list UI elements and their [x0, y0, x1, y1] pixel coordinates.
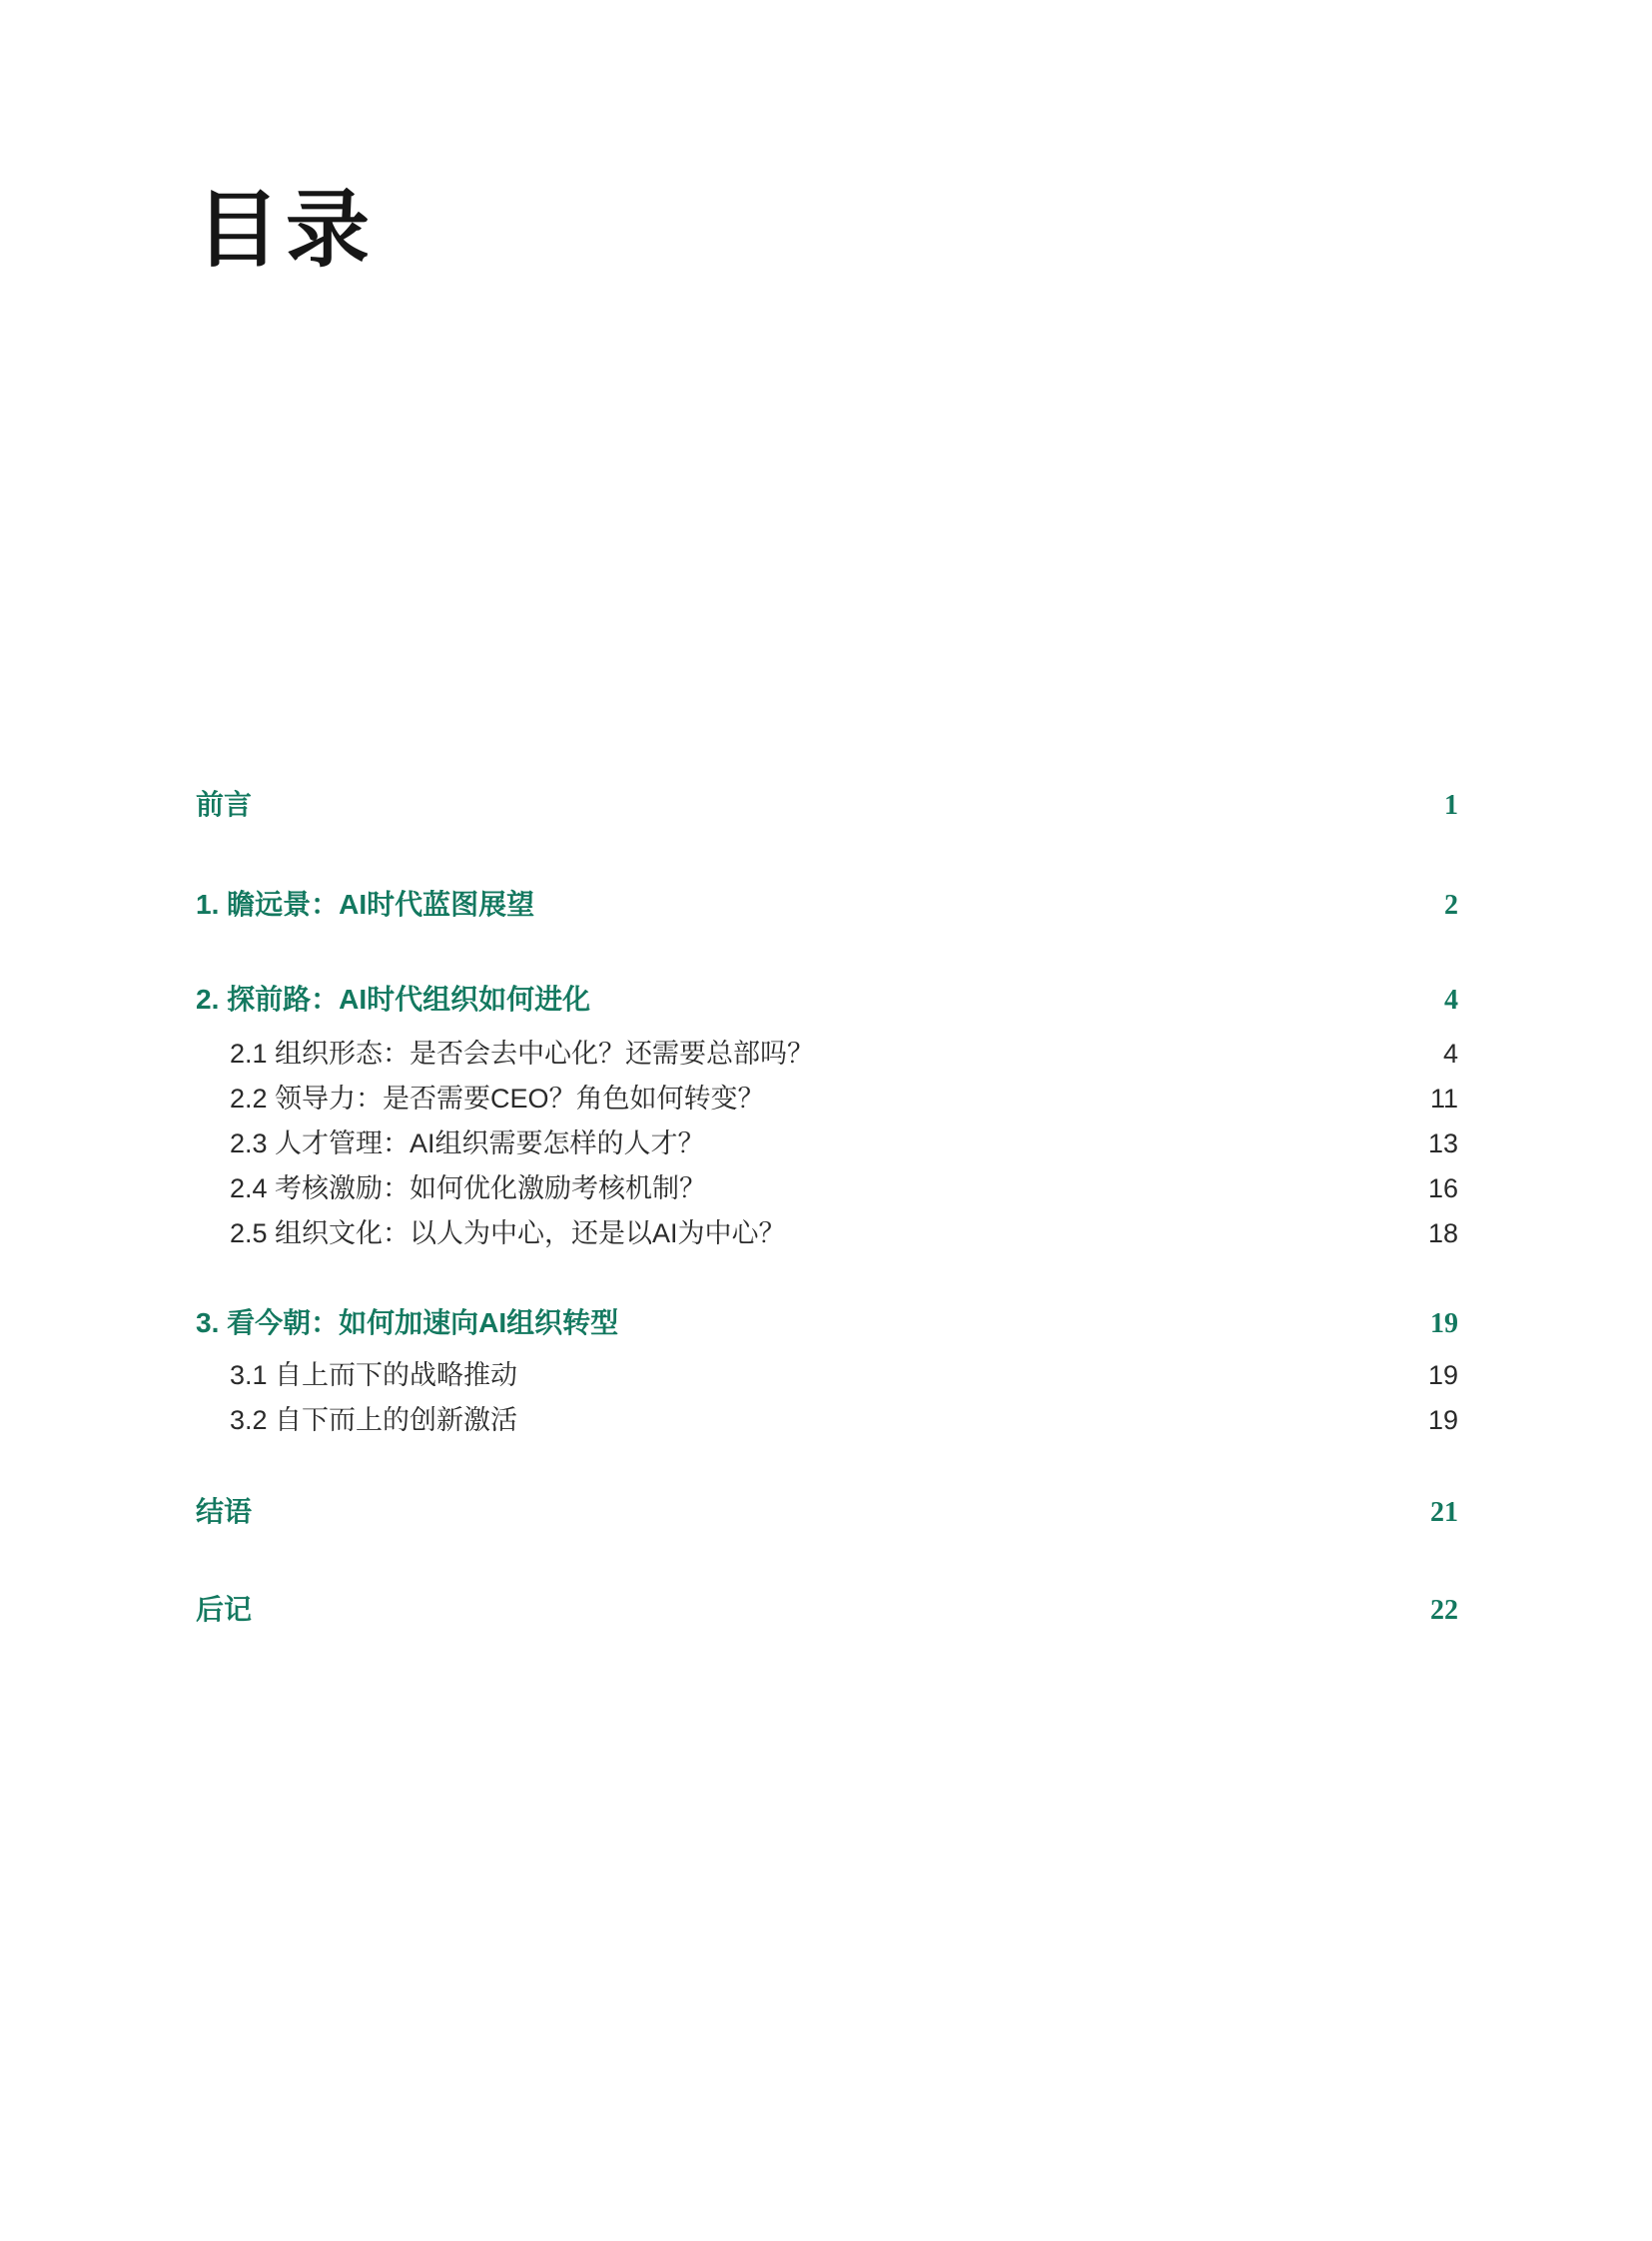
toc-entry-label: 2.1 组织形态：是否会去中心化？还需要总部吗？: [230, 1039, 815, 1069]
toc-entry-label: 3.1 自上而下的战略推动: [230, 1360, 518, 1390]
toc-entry-label: 3. 看今朝：如何加速向AI组织转型: [196, 1307, 619, 1338]
toc-entry-section-2-3[interactable]: [196, 1121, 1458, 1166]
toc-entry-section-3-2[interactable]: [196, 1398, 1458, 1443]
toc-entry-preface[interactable]: [196, 787, 1458, 823]
toc-entry-page: 19: [1430, 1308, 1458, 1339]
toc-entry-page: 18: [1427, 1218, 1458, 1248]
toc-entry-label: 2.3 人才管理：AI组织需要怎样的人才？: [230, 1128, 705, 1158]
toc-entry-page: 22: [1430, 1595, 1458, 1626]
toc-entry-section-2-1[interactable]: [196, 1032, 1458, 1077]
toc-entry-page: 4: [1444, 985, 1458, 1016]
toc-entry-label: 1. 瞻远景：AI时代蓝图展望: [196, 889, 535, 920]
toc-list: [196, 779, 1458, 1628]
toc-entry-page: 1: [1444, 790, 1458, 821]
toc-entry-page: 13: [1427, 1128, 1458, 1158]
toc-entry-page: 19: [1427, 1360, 1458, 1390]
toc-entry-section-1[interactable]: [196, 887, 1458, 923]
toc-entry-section-2-4[interactable]: [196, 1166, 1458, 1211]
toc-entry-label: 2.4 考核激励：如何优化激励考核机制？: [230, 1173, 707, 1203]
toc-entry-page: 16: [1427, 1173, 1458, 1203]
toc-entry-label: 3.2 自下而上的创新激活: [230, 1405, 518, 1435]
toc-entry-section-3-1[interactable]: [196, 1353, 1458, 1398]
toc-entry-section-2[interactable]: [196, 982, 1458, 1018]
toc-entry-postscript[interactable]: [196, 1592, 1458, 1628]
page-title: 目录: [196, 185, 377, 278]
toc-entry-conclusion[interactable]: [196, 1494, 1458, 1530]
toc-entry-label: 结语: [196, 1496, 253, 1527]
toc-entry-page: 4: [1442, 1039, 1458, 1069]
toc-entry-label: 2.2 领导力：是否需要CEO？角色如何转变？: [230, 1084, 765, 1114]
toc-entry-label: 2.5 组织文化：以人为中心，还是以AI为中心？: [230, 1218, 786, 1248]
toc-entry-page: 2: [1444, 890, 1458, 921]
toc-entry-label: 2. 探前路：AI时代组织如何进化: [196, 984, 591, 1015]
toc-entry-label: 前言: [196, 789, 253, 820]
toc-entry-page: 19: [1427, 1405, 1458, 1435]
toc-entry-label: 后记: [196, 1594, 253, 1625]
toc-entry-section-2-2[interactable]: [196, 1077, 1458, 1121]
toc-entry-page: 21: [1430, 1497, 1458, 1528]
toc-entry-section-2-5[interactable]: [196, 1211, 1458, 1256]
toc-entry-section-3[interactable]: [196, 1305, 1458, 1341]
toc-entry-page: 11: [1429, 1084, 1458, 1114]
